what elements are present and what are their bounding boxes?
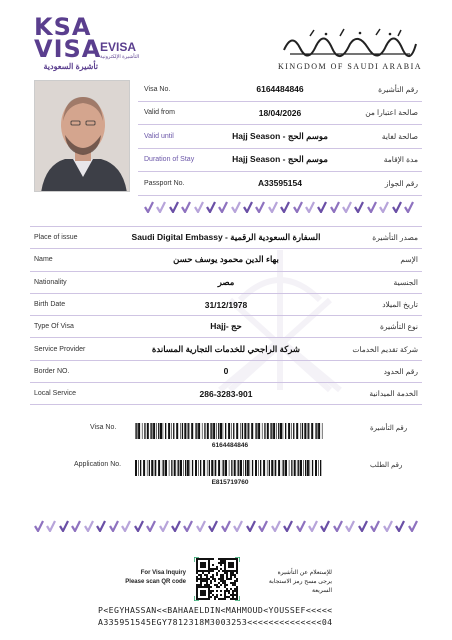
checkmark-icon	[345, 520, 355, 532]
visa-info-label-ar: صالحة اعتبارا من	[365, 108, 418, 118]
inquiry-line2-ar: يرجى مسح رمز الاستجابة السريعة	[268, 579, 332, 594]
checkmark-icon	[342, 201, 352, 213]
detail-label-ar: رقم الحدود	[383, 366, 418, 376]
visa-info-row	[138, 78, 422, 102]
ksa-visa-logo	[34, 13, 102, 71]
detail-value: 31/12/1978	[204, 299, 248, 310]
checkmark-icon	[246, 520, 256, 532]
ksa-logo-text-1: KSA	[34, 13, 92, 41]
checkmark-icon	[320, 520, 330, 532]
checkmark-icon	[59, 520, 69, 532]
checkmark-icon	[358, 520, 368, 532]
detail-row	[30, 361, 422, 383]
visa-info-row	[138, 172, 422, 196]
checkmark-icon	[208, 520, 218, 532]
decorative-tick-row	[34, 520, 418, 532]
application-barcode-label-ar: رقم الطلب	[370, 462, 403, 469]
visa-info-label-en: Valid until	[144, 132, 174, 140]
detail-row	[30, 272, 422, 294]
checkmark-icon	[231, 201, 241, 213]
detail-label-en: Name	[34, 256, 53, 264]
visa-info-row	[138, 102, 422, 126]
mrz-line-2: A335951545EGY7812318M3003253<<<<<<<<<<<<<<04	[98, 617, 333, 627]
checkmark-icon	[370, 520, 380, 532]
detail-row	[30, 383, 422, 405]
visa-info-label-ar: مدة الإقامة	[383, 155, 418, 165]
checkmark-icon	[354, 201, 364, 213]
checkmark-icon	[296, 520, 306, 532]
checkmark-icon	[271, 520, 281, 532]
detail-label-ar: شركة تقديم الخدمات	[352, 344, 418, 354]
checkmark-icon	[194, 201, 204, 213]
visa-info-label-ar: رقم التأشيرة	[378, 84, 418, 94]
detail-label-ar: مصدر التأشيرة	[372, 233, 418, 243]
detail-value: 0	[223, 366, 229, 377]
application-barcode-label-en: Application No.	[74, 461, 122, 468]
application-barcode-number: E815719760	[211, 479, 249, 486]
detail-label-en: Place of issue	[34, 234, 78, 242]
decorative-tick-row	[144, 201, 414, 213]
checkmark-icon	[156, 201, 166, 213]
detail-label-en: Type Of Visa	[34, 323, 74, 331]
detail-row	[30, 227, 422, 249]
visa-info-value: Hajj Season - موسم الحج	[232, 154, 328, 165]
visa-info-table	[138, 78, 422, 196]
checkmark-icon	[383, 520, 393, 532]
kingdom-text: KINGDOM OF SAUDI ARABIA	[277, 62, 423, 71]
visa-info-label-en: Duration of Stay	[144, 156, 195, 164]
checkmark-icon	[367, 201, 377, 213]
machine-readable-zone	[98, 604, 418, 628]
visa-info-label-en: Passport No.	[144, 179, 185, 187]
detail-value: Hajj- حج	[210, 321, 242, 332]
qr-code-icon[interactable]	[194, 557, 240, 601]
visa-info-label-en: Visa No.	[144, 85, 171, 93]
evisa-logo	[100, 40, 140, 60]
checkmark-icon	[268, 201, 278, 213]
checkmark-icon	[305, 201, 315, 213]
checkmark-icon	[283, 520, 293, 532]
checkmark-icon	[134, 520, 144, 532]
checkmark-icon	[96, 520, 106, 532]
checkmark-icon	[392, 201, 402, 213]
checkmark-icon	[293, 201, 303, 213]
visa-inquiry-section	[0, 555, 452, 603]
checkmark-icon	[146, 520, 156, 532]
checkmark-icon	[84, 520, 94, 532]
detail-label-en: Local Service	[34, 390, 77, 398]
checkmark-icon	[206, 201, 216, 213]
detail-value: مصر	[217, 276, 235, 287]
checkmark-icon	[169, 201, 179, 213]
checkmark-icon	[333, 520, 343, 532]
detail-label-ar: الإسم	[400, 255, 418, 265]
inquiry-text-ar	[252, 569, 332, 596]
checkmark-icon	[218, 201, 228, 213]
visa-barcode-label-ar: رقم التأشيرة	[370, 425, 408, 432]
checkmark-icon	[408, 520, 418, 532]
detail-label-en: Nationality	[34, 278, 67, 286]
checkmark-icon	[71, 520, 81, 532]
checkmark-icon	[171, 520, 181, 532]
checkmark-icon	[243, 201, 253, 213]
visa-barcode-label-en: Visa No.	[90, 424, 117, 431]
visa-info-value: 18/04/2026	[258, 107, 302, 118]
document-header	[0, 0, 452, 78]
application-number-barcode	[135, 460, 325, 476]
checkmark-icon	[395, 520, 405, 532]
checkmark-icon	[183, 520, 193, 532]
mrz-line-1: P<EGYHASSAN<<BAHAAELDIN<MAHMOUD<YOUSSEF<<<<<	[98, 605, 333, 615]
kingdom-calligraphy-icon	[280, 26, 420, 58]
checkmark-icon	[308, 520, 318, 532]
checkmark-icon	[317, 201, 327, 213]
evisa-logo-text: EVISA	[100, 40, 137, 54]
checkmark-icon	[280, 201, 290, 213]
detail-label-ar: نوع التأشيرة	[379, 322, 418, 332]
detail-value: شركة الراجحي للخدمات التجارية المساندة	[151, 343, 301, 354]
detail-label-ar: تاريخ الميلاد	[382, 300, 418, 310]
checkmark-icon	[121, 520, 131, 532]
detail-row	[30, 316, 422, 338]
inquiry-line1-ar: للإستعلام عن التأشيرة	[277, 570, 332, 576]
detail-value: بهاء الدين محمود يوسف حسن	[173, 254, 279, 265]
visa-barcode-block	[30, 420, 422, 460]
checkmark-icon	[159, 520, 169, 532]
checkmark-icon	[255, 201, 265, 213]
visa-barcode-number: 6164484846	[211, 442, 249, 449]
holder-details-table	[30, 226, 422, 405]
visa-number-barcode	[135, 423, 325, 439]
inquiry-line2-en: Please scan QR code	[125, 579, 186, 585]
visa-info-label-ar: رقم الجواز	[384, 178, 418, 188]
checkmark-icon	[144, 201, 154, 213]
visa-info-row	[138, 149, 422, 173]
visa-info-label-ar: صالحة لغاية	[381, 131, 418, 141]
ksa-logo-arabic: تأشيرة السعودية	[43, 62, 98, 71]
checkmark-icon	[181, 201, 191, 213]
application-barcode-block	[30, 457, 422, 497]
detail-row	[30, 338, 422, 360]
detail-row	[30, 249, 422, 271]
detail-label-en: Service Provider	[34, 345, 86, 353]
checkmark-icon	[404, 201, 414, 213]
checkmark-icon	[258, 520, 268, 532]
checkmark-icon	[109, 520, 119, 532]
checkmark-icon	[196, 520, 206, 532]
checkmark-icon	[233, 520, 243, 532]
detail-label-en: Birth Date	[34, 301, 66, 309]
checkmark-icon	[34, 520, 44, 532]
detail-row	[30, 294, 422, 316]
checkmark-icon	[221, 520, 231, 532]
visa-info-value: A33595154	[258, 178, 302, 189]
visa-info-value: Hajj Season - موسم الحج	[232, 130, 328, 141]
ksa-logo-text-2: VISA	[34, 35, 102, 63]
visa-info-row	[138, 125, 422, 149]
visa-info-label-en: Valid from	[144, 109, 175, 117]
detail-label-ar: الجنسية	[393, 277, 418, 287]
checkmark-icon	[330, 201, 340, 213]
checkmark-icon	[379, 201, 389, 213]
visa-info-value: 6164484846	[256, 84, 304, 95]
detail-label-en: Border NO.	[34, 367, 70, 375]
inquiry-line1-en: For Visa Inquiry	[140, 570, 186, 576]
detail-value: 286-3283-901	[199, 388, 253, 399]
holder-photo	[34, 80, 130, 192]
evisa-logo-arabic: التأشيرة الإلكترونية	[100, 54, 140, 60]
detail-label-ar: الخدمة الميدانية	[369, 389, 418, 399]
inquiry-text-en	[114, 569, 186, 587]
detail-value: Saudi Digital Embassy - السفارة السعودية الرقمية	[131, 232, 321, 243]
checkmark-icon	[46, 520, 56, 532]
